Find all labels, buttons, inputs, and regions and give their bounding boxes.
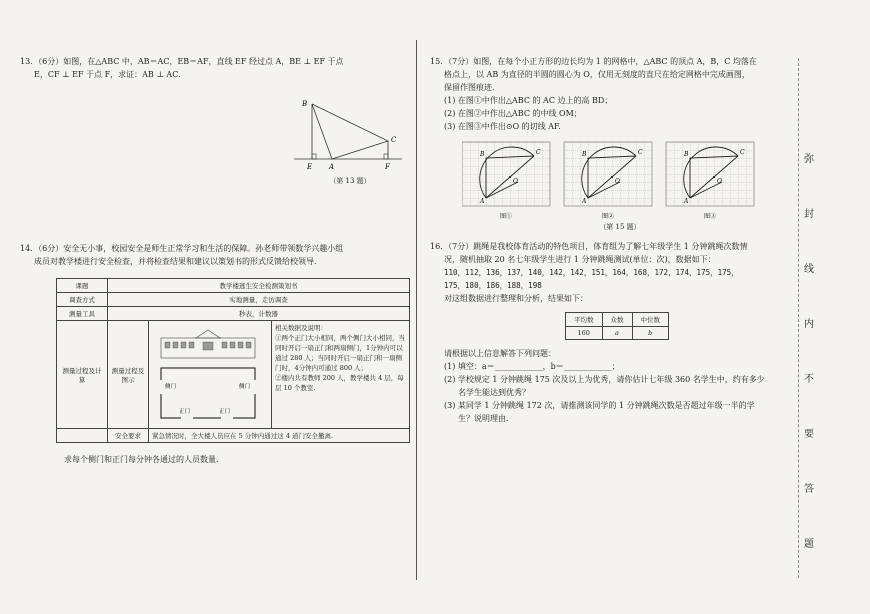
fig1-C: C [536,149,541,156]
plan-table [56,278,410,443]
th-median: 中位数 [632,313,669,327]
cell-tool-value: 秒表，计数器 [108,307,410,321]
fig3-O: O [717,178,722,185]
fig3-C: C [740,149,745,156]
q15-s1: (1) 在图①中作出△ABC 的 AC 边上的高 BD； [444,96,613,105]
fig1-caption: 图① [500,213,513,220]
seal-notice [800,150,818,590]
q15-line3: 保留作图痕迹. [444,83,495,92]
q13-line2: E，CF ⊥ EF 于点 F，求证：AB ⊥ AC. [34,70,181,79]
fig2-C: C [638,149,643,156]
q15-caption: （第 15 题） [599,223,641,231]
question-14 [20,242,412,268]
q16-line2: 况，随机抽取 20 名七年级学生进行 1 分钟跳绳测试(单位：次)，数据如下： [444,255,716,264]
q15-s2: (2) 在图②中作出△ABC 的中线 OM； [444,109,582,118]
th-mode: 众数 [602,313,632,327]
fig1-A: A [480,198,485,205]
question-13 [20,55,412,81]
stats-table [565,312,669,340]
q13-line1: 13．（6分）如图，在△ABC 中，AB＝AC，EB＝AF，直线 EF 经过点 A，BE ⊥ EF 于点 [20,57,344,66]
question-16 [430,240,796,305]
q16-p3a: (3) 某同学 1 分钟跳绳 172 次，请推测该同学的 1 分钟跳绳次数是否超过年级一半的学 [444,401,755,410]
q15-figures [462,140,782,230]
fig2-A: A [582,198,587,205]
label-A: A [329,163,335,171]
fig1-B: B [480,151,485,158]
cell-process-sub: 测量过程及图示 [108,321,149,429]
seal-char-4: 不 [804,374,814,385]
q16-line3: 对这组数据进行整理和分析，结果如下： [444,294,588,303]
q16-p2b: 名学生能达到优秀？ [458,388,530,397]
td-mode: a [602,327,632,340]
cell-topic-value: 教学楼逃生安全检测策划书 [108,279,410,293]
q16-p3b: 生？说明理由. [458,414,509,423]
q16-parts [444,347,796,425]
fig2-B: B [582,151,587,158]
seal-line [798,58,799,578]
cell-safety-label: 安全要求 [108,429,149,443]
q16-line1: 16．（7分）跳绳是我校体育活动的特色项目，体育组为了解七年级学生 1 分钟跳绳次数情 [430,242,748,251]
q14-line2: 成员对教学楼进行安全检查，并将检查结果和建议以策划书的形式反馈给校领导. [34,257,317,266]
building-illustration [151,324,265,424]
front-door-right: 正门 [219,408,231,415]
th-mean: 平均数 [566,313,603,327]
q13-figure [290,96,410,176]
seal-char-1: 封 [804,209,814,220]
q15-s3: (3) 在图③中作出⊙O 的切线 AF. [444,122,561,131]
q14-question: 求每个侧门和正门每分钟各通过的人员数量. [64,455,219,464]
q16-p1: (1) 填空：a＝____________，b＝____________； [444,362,620,371]
cell-process-label: 测量过程及计算 [57,321,108,429]
label-E: E [307,163,313,171]
cell-building-diagram [149,321,272,429]
seal-char-7: 题 [804,539,814,550]
seal-char-6: 答 [804,484,814,495]
label-C: C [391,136,397,144]
fig1-O: O [513,178,518,185]
question-15 [430,55,796,133]
label-F: F [385,163,390,171]
fig3-A: A [684,198,689,205]
fig3-B: B [684,151,689,158]
cell-safety-value: 紧急情况时，全大楼人员应在 5 分钟内通过这 4 道门安全撤离. [149,429,410,443]
fig2-O: O [615,178,620,185]
td-mean: 160 [566,327,603,340]
td-median: b [632,327,669,340]
seal-char-2: 线 [804,264,814,275]
q14-line1: 14．（6分）安全无小事，校园安全是师生正常学习和生活的保障。孙老师带领数学兴趣小组 [20,244,344,253]
fig2-caption: 图② [602,213,615,220]
cell-topic-label: 课题 [57,279,108,293]
q15-line1: 15．（7分）如图，在每个小正方形的边长均为 1 的网格中，△ABC 的顶点 A，B，C 均落在 [430,57,757,66]
notes-1: ①两个正门大小相同，两个侧门大小相同，当同时开启一扇正门和两扇侧门，1分钟内可以通过 280 人；当同时开启一扇正门和一扇侧门时，4分钟内可通过 800 人； [275,334,405,372]
side-door-right: 侧门 [239,383,251,390]
q15-line2: 格点上，以 AB 为直径的半圆的圆心为 O，仅用无刻度的直尺在给定网格中完成画图， [444,70,750,79]
seal-char-0: 弥 [804,154,814,165]
q16-data2: 175，180，186，188，198 [444,281,542,290]
seal-char-5: 要 [804,429,814,440]
cell-method-value: 实地测量，走访调查 [108,293,410,307]
seal-char-3: 内 [804,319,814,330]
q16-line4: 请根据以上信息解答下列问题： [444,349,556,358]
column-divider [416,40,417,580]
q16-data1: 110，112，136，137，140，142，142，151，164，168，172，174，175，175， [444,268,739,277]
notes-head: 相关数据及说明： [275,324,327,332]
cell-data-notes [272,321,410,429]
q13-caption: （第 13 题） [329,177,371,185]
notes-2: ②楼内共有教师 200 人，教学楼共 4 层，每层 10 个教室. [275,374,404,392]
side-door-left: 侧门 [165,383,177,390]
q16-p2a: (2) 学校规定 1 分钟跳绳 175 次及以上为优秀，请你估计七年级 360 名学生中，约有多少 [444,375,765,384]
label-B: B [302,100,308,108]
front-door-left: 正门 [179,408,191,415]
cell-tool-label: 测量工具 [57,307,108,321]
fig3-caption: 图③ [704,213,717,220]
cell-method-label: 调查方式 [57,293,108,307]
